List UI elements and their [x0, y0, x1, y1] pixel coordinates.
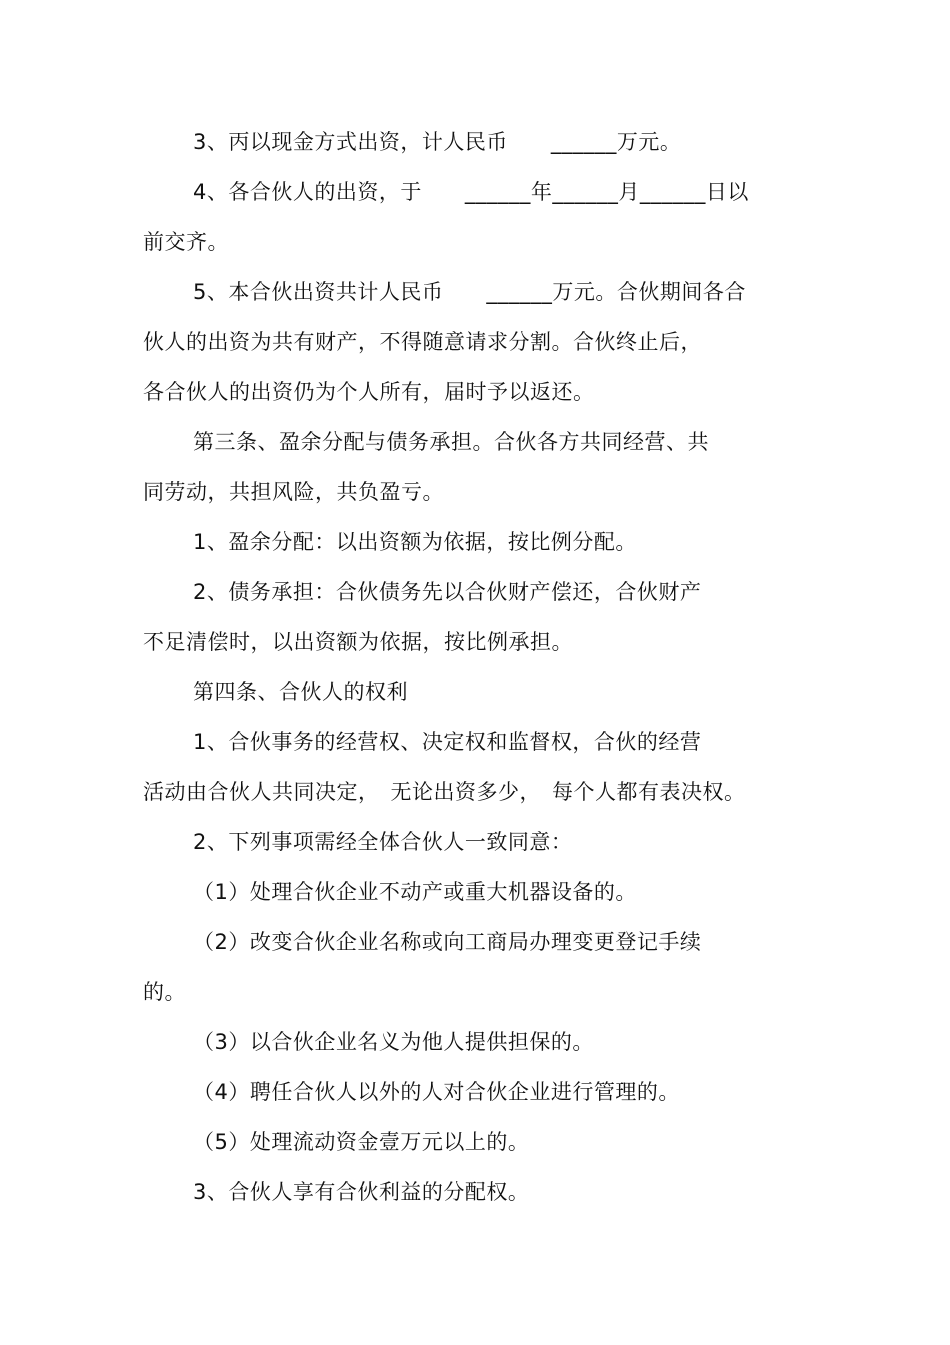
- paragraph-line: 5、本合伙出资共计人民币 ______万元。合伙期间各合: [193, 280, 746, 304]
- section-heading: 第三条、盈余分配与债务承担。合伙各方共同经营、共: [193, 430, 709, 454]
- paragraph-line: 3、合伙人享有合伙利益的分配权。: [193, 1180, 530, 1204]
- list-item: （4）聘任合伙人以外的人对合伙企业进行管理的。: [193, 1080, 680, 1104]
- paragraph-line: 伙人的出资为共有财产，不得随意请求分割。合伙终止后，: [143, 330, 702, 354]
- paragraph-line: 的。: [143, 980, 186, 1004]
- list-item: （3）以合伙企业名义为他人提供担保的。: [193, 1030, 594, 1054]
- paragraph-line: 3、丙以现金方式出资，计人民币 ______万元。: [193, 130, 682, 154]
- paragraph-line: 2、下列事项需经全体合伙人一致同意：: [193, 830, 573, 854]
- list-item: （1）处理合伙企业不动产或重大机器设备的。: [193, 880, 637, 904]
- paragraph-line: 4、各合伙人的出资，于 ______年______月______日以: [193, 180, 749, 204]
- paragraph-line: 1、合伙事务的经营权、决定权和监督权，合伙的经营: [193, 730, 702, 754]
- list-item: （5）处理流动资金壹万元以上的。: [193, 1130, 530, 1154]
- section-heading: 第四条、合伙人的权利: [193, 680, 408, 704]
- paragraph-line: 不足清偿时，以出资额为依据，按比例承担。: [143, 630, 573, 654]
- paragraph-line: 活动由合伙人共同决定， 无论出资多少， 每个人都有表决权。: [143, 780, 746, 804]
- paragraph-line: 同劳动，共担风险，共负盈亏。: [143, 480, 444, 504]
- paragraph-line: 1、盈余分配：以出资额为依据，按比例分配。: [193, 530, 637, 554]
- list-item: （2）改变合伙企业名称或向工商局办理变更登记手续: [193, 930, 702, 954]
- paragraph-line: 各合伙人的出资仍为个人所有，届时予以返还。: [143, 380, 595, 404]
- paragraph-line: 前交齐。: [143, 230, 229, 254]
- paragraph-line: 2、债务承担：合伙债务先以合伙财产偿还，合伙财产: [193, 580, 702, 604]
